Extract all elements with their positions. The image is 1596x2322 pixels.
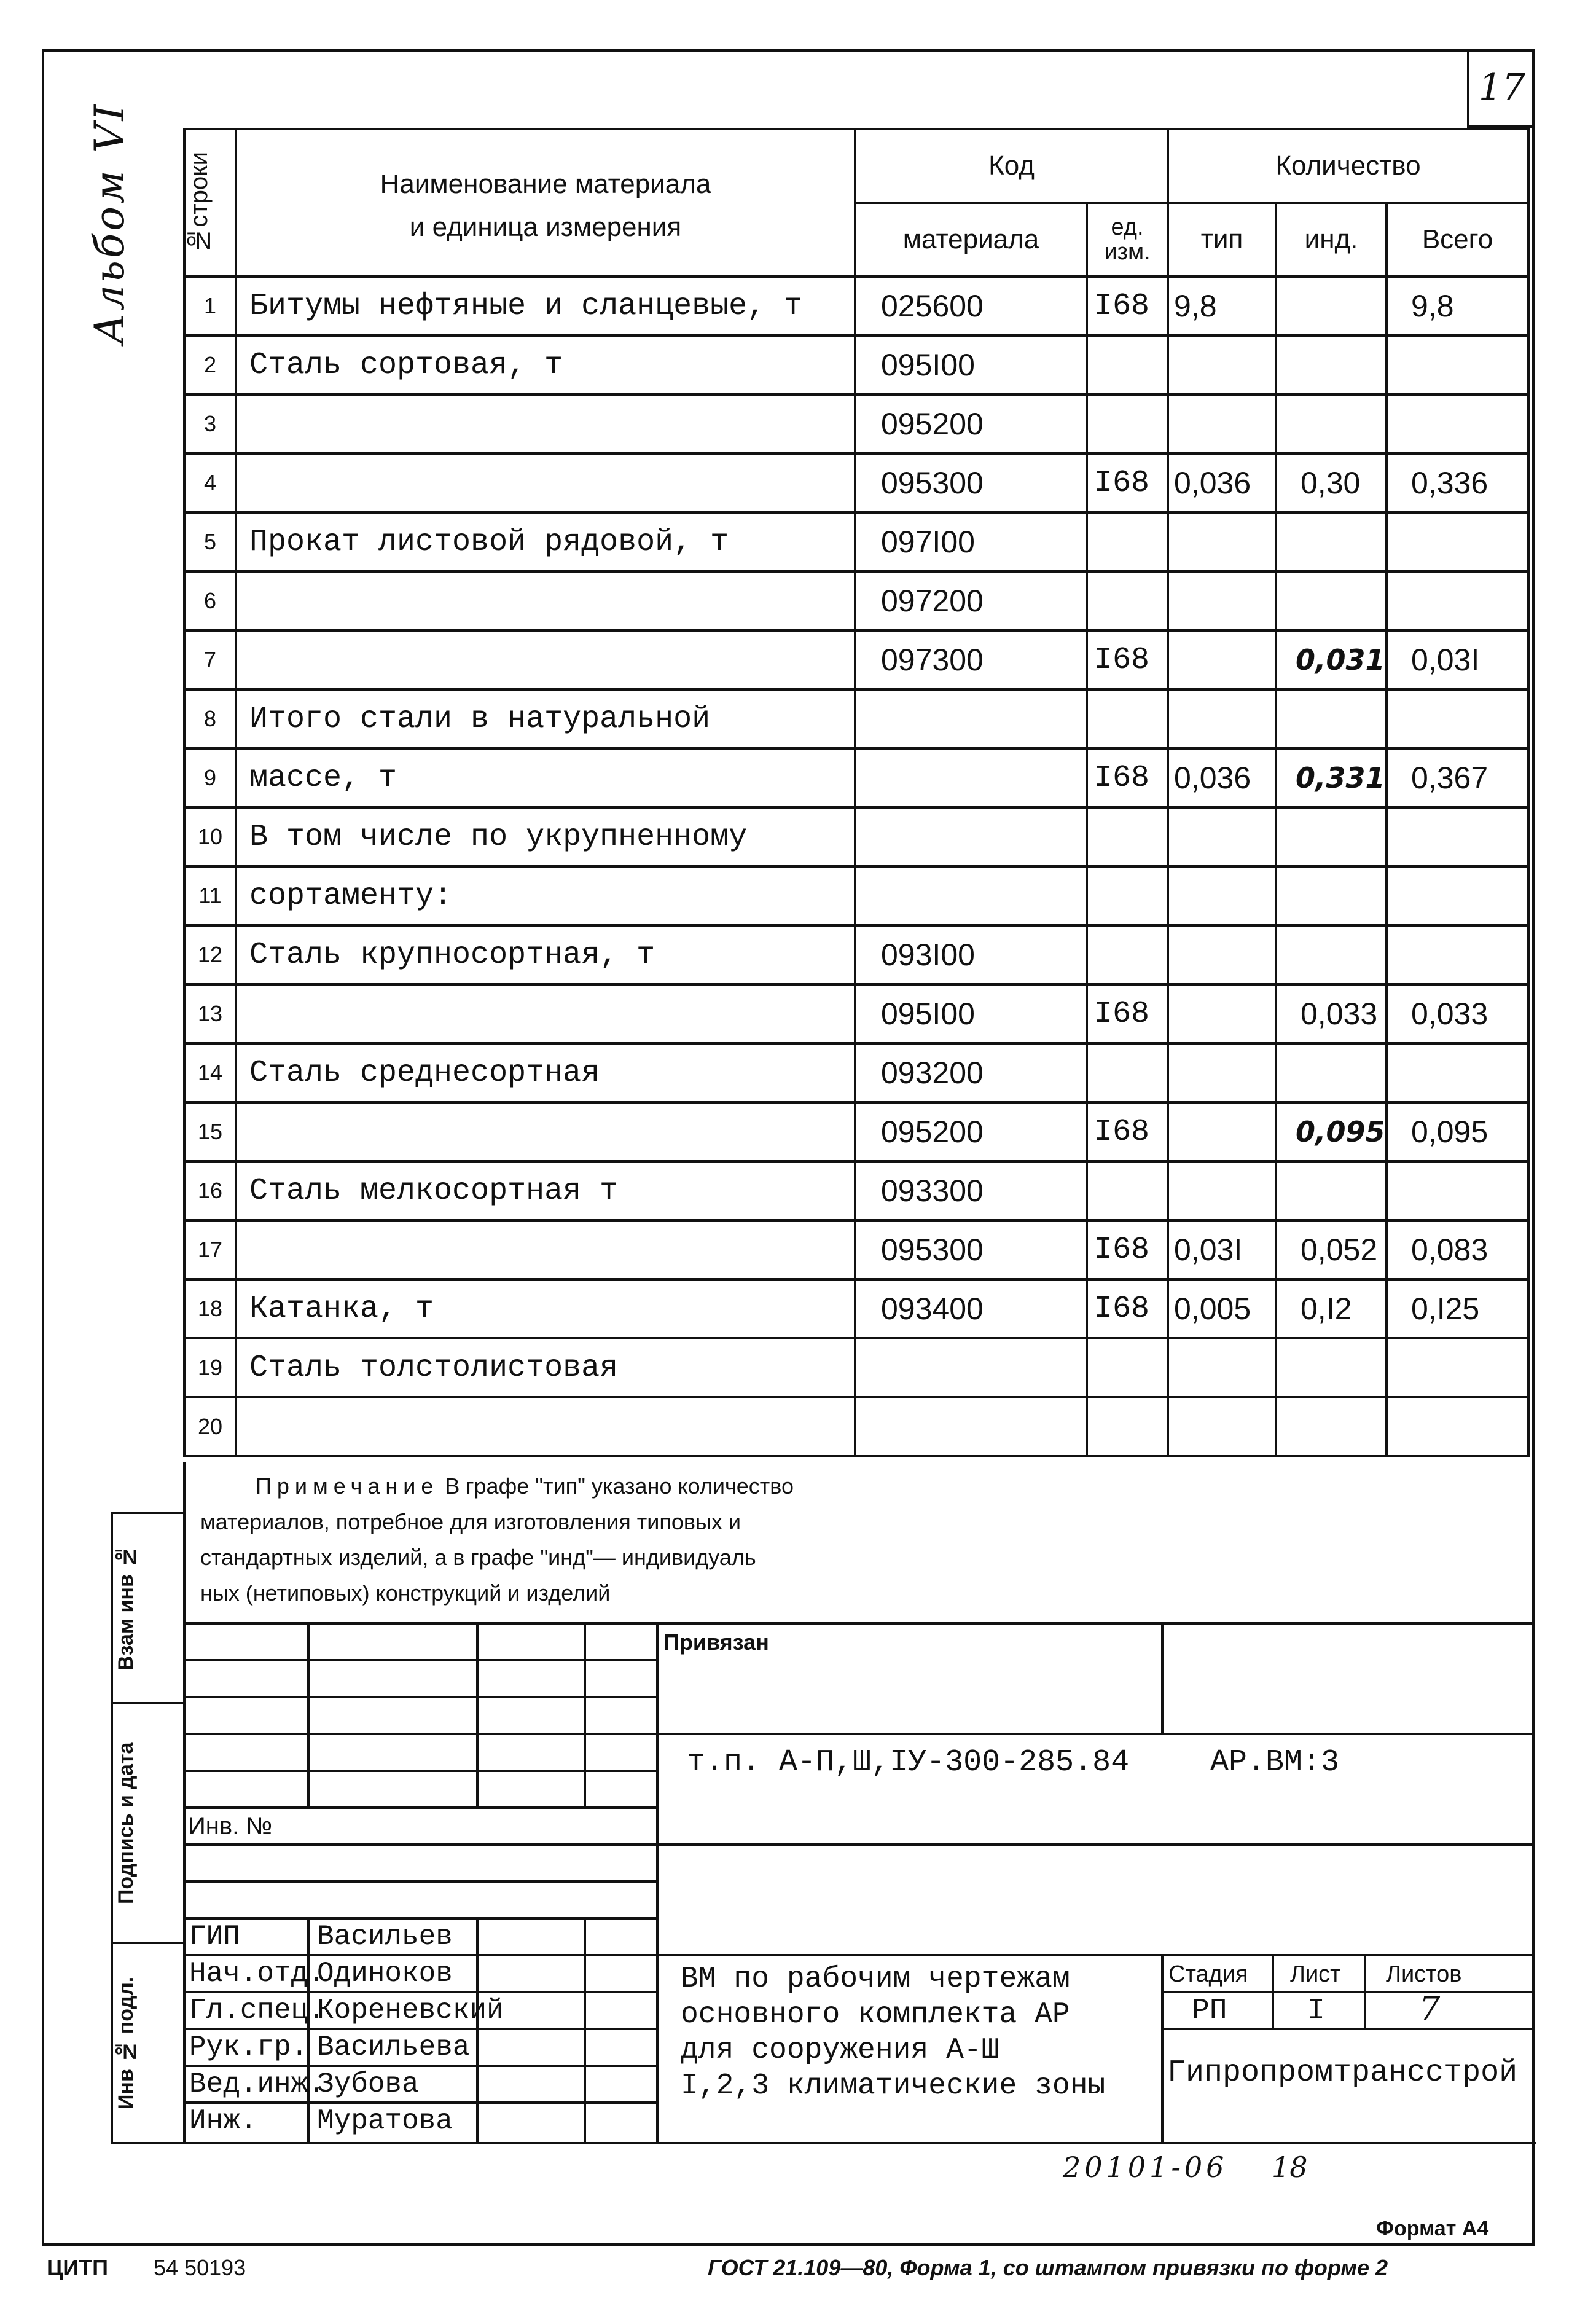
table-row bbox=[184, 1102, 1528, 1161]
side-label-inv-podl: Инв № подл. bbox=[114, 1976, 138, 2110]
qty-ind bbox=[1276, 512, 1387, 571]
material-code: 095200 bbox=[855, 1102, 1087, 1161]
header-name-line2: и единица измерения bbox=[409, 212, 682, 242]
table-row bbox=[184, 1220, 1528, 1279]
unit-code: I68 bbox=[1087, 630, 1168, 689]
qty-ind bbox=[1276, 689, 1387, 748]
qty-type: 0,036 bbox=[1168, 748, 1276, 807]
staff-name: Васильев bbox=[317, 1921, 453, 1953]
materials-table bbox=[183, 128, 1530, 1457]
material-name: Прокат листовой рядовой, т bbox=[236, 512, 855, 571]
side-label-signature: Подпись и дата bbox=[114, 1742, 138, 1904]
note-line1: В графе "тип" указано количество bbox=[445, 1473, 794, 1499]
sheet-number: 17 bbox=[1478, 66, 1526, 109]
row-number: 5 bbox=[184, 512, 236, 571]
qty-type bbox=[1168, 1102, 1276, 1161]
table-row bbox=[184, 925, 1528, 984]
description-line2: основного комплекта АР bbox=[681, 1998, 1070, 2031]
qty-ind: 0,052 bbox=[1276, 1220, 1387, 1279]
note-line3: стандартных изделий, а в графе "инд"— индивидуаль bbox=[200, 1545, 756, 1570]
qty-type: 0,005 bbox=[1168, 1279, 1276, 1338]
material-code: 095300 bbox=[855, 453, 1087, 512]
order-number: 54 50193 bbox=[154, 2255, 246, 2280]
material-code: 025600 bbox=[855, 277, 1087, 335]
unit-code bbox=[1087, 1338, 1168, 1397]
material-name bbox=[236, 571, 855, 630]
material-name bbox=[236, 453, 855, 512]
qty-ind bbox=[1276, 807, 1387, 866]
qty-type bbox=[1168, 512, 1276, 571]
unit-code bbox=[1087, 1043, 1168, 1102]
qty-ind bbox=[1276, 571, 1387, 630]
table-row bbox=[184, 277, 1528, 335]
row-number: 9 bbox=[184, 748, 236, 807]
material-name: Сталь мелкосортная т bbox=[236, 1161, 855, 1220]
material-code: 093200 bbox=[855, 1043, 1087, 1102]
table-row bbox=[184, 689, 1528, 748]
qty-ind bbox=[1276, 925, 1387, 984]
unit-code bbox=[1087, 512, 1168, 571]
row-number: 20 bbox=[184, 1397, 236, 1456]
unit-code: I68 bbox=[1087, 748, 1168, 807]
qty-ind bbox=[1276, 335, 1387, 394]
unit-code bbox=[1087, 335, 1168, 394]
table-row bbox=[184, 1397, 1528, 1456]
material-code bbox=[855, 1397, 1087, 1456]
doc-code: АР.ВМ:3 bbox=[1210, 1745, 1340, 1780]
table-row bbox=[184, 807, 1528, 866]
sheet-value: I bbox=[1307, 1994, 1325, 2028]
description-line1: ВМ по рабочим чертежам bbox=[681, 1963, 1070, 1996]
unit-code: I68 bbox=[1087, 984, 1168, 1043]
unit-code bbox=[1087, 571, 1168, 630]
table-row bbox=[184, 1279, 1528, 1338]
qty-total: 0,03I bbox=[1387, 630, 1528, 689]
material-code bbox=[855, 1338, 1087, 1397]
material-code: 095200 bbox=[855, 394, 1087, 453]
qty-type bbox=[1168, 1397, 1276, 1456]
header-code-unit: ед. изм. bbox=[1087, 203, 1168, 277]
qty-type bbox=[1168, 1043, 1276, 1102]
staff-name: Муратова bbox=[317, 2105, 453, 2137]
material-name: Битумы нефтяные и сланцевые, т bbox=[236, 277, 855, 335]
qty-type bbox=[1168, 689, 1276, 748]
row-number: 13 bbox=[184, 984, 236, 1043]
album-label: Альбом VI bbox=[86, 102, 133, 344]
material-code bbox=[855, 866, 1087, 925]
unit-code: I68 bbox=[1087, 1279, 1168, 1338]
unit-code bbox=[1087, 1161, 1168, 1220]
qty-ind: 0,095 bbox=[1276, 1102, 1387, 1161]
row-number: 1 bbox=[184, 277, 236, 335]
material-name bbox=[236, 630, 855, 689]
inv-no-label: Инв. № bbox=[188, 1813, 273, 1840]
header-quantity: Количество bbox=[1168, 129, 1528, 203]
qty-ind bbox=[1276, 1397, 1387, 1456]
qty-ind bbox=[1276, 1161, 1387, 1220]
project-code: т.п. А-П,Ш,IУ-300-285.84 bbox=[687, 1745, 1130, 1780]
header-qty-total: Всего bbox=[1387, 203, 1528, 277]
material-name: В том числе по укрупненному bbox=[236, 807, 855, 866]
unit-code bbox=[1087, 807, 1168, 866]
qty-total bbox=[1387, 512, 1528, 571]
material-code: 095I00 bbox=[855, 984, 1087, 1043]
table-row bbox=[184, 394, 1528, 453]
row-number: 2 bbox=[184, 335, 236, 394]
header-name-line1: Наименование материала bbox=[380, 169, 711, 199]
stamp-description bbox=[681, 1961, 1160, 2104]
qty-type bbox=[1168, 335, 1276, 394]
note-line4: ных (нетиповых) конструкций и изделий bbox=[200, 1580, 611, 1606]
qty-type bbox=[1168, 1161, 1276, 1220]
sheets-label: Листов bbox=[1386, 1961, 1462, 1987]
description-line3: для сооружения А-Ш bbox=[681, 2034, 999, 2067]
qty-total: 0,I25 bbox=[1387, 1279, 1528, 1338]
unit-code: I68 bbox=[1087, 453, 1168, 512]
sheet-number-box bbox=[1467, 49, 1535, 128]
format-label: Формат А4 bbox=[1376, 2217, 1489, 2240]
staff-name: Одиноков bbox=[317, 1958, 453, 1990]
staff-role: Инж. bbox=[189, 2105, 257, 2137]
qty-ind: 0,033 bbox=[1276, 984, 1387, 1043]
material-name bbox=[236, 1397, 855, 1456]
row-number: 17 bbox=[184, 1220, 236, 1279]
qty-ind bbox=[1276, 866, 1387, 925]
qty-type: 0,03I bbox=[1168, 1220, 1276, 1279]
table-row bbox=[184, 571, 1528, 630]
qty-total bbox=[1387, 1338, 1528, 1397]
row-number: 14 bbox=[184, 1043, 236, 1102]
row-number: 8 bbox=[184, 689, 236, 748]
table-row bbox=[184, 1161, 1528, 1220]
organization: Гипропромтрансстрой bbox=[1167, 2055, 1518, 2090]
qty-total bbox=[1387, 571, 1528, 630]
sheet-label: Лист bbox=[1290, 1961, 1341, 1987]
qty-total: 0,336 bbox=[1387, 453, 1528, 512]
unit-code bbox=[1087, 866, 1168, 925]
sheets-value: 7 bbox=[1419, 1990, 1441, 2028]
note-title: Примечание bbox=[256, 1473, 439, 1499]
table-row bbox=[184, 512, 1528, 571]
description-line4: I,2,3 климатические зоны bbox=[681, 2069, 1106, 2103]
header-name bbox=[236, 129, 855, 277]
material-name bbox=[236, 984, 855, 1043]
qty-total: 0,033 bbox=[1387, 984, 1528, 1043]
qty-total bbox=[1387, 1161, 1528, 1220]
qty-total bbox=[1387, 1043, 1528, 1102]
row-number: 10 bbox=[184, 807, 236, 866]
row-number: 3 bbox=[184, 394, 236, 453]
row-number: 19 bbox=[184, 1338, 236, 1397]
qty-type bbox=[1168, 571, 1276, 630]
note-line2: материалов, потребное для изготовления типовых и bbox=[200, 1509, 741, 1534]
row-number: 6 bbox=[184, 571, 236, 630]
qty-total: 0,095 bbox=[1387, 1102, 1528, 1161]
org-code: ЦИТП bbox=[47, 2255, 109, 2280]
material-code bbox=[855, 807, 1087, 866]
material-name: Сталь толстолистовая bbox=[236, 1338, 855, 1397]
qty-total: 0,083 bbox=[1387, 1220, 1528, 1279]
stage-value: РП bbox=[1192, 1994, 1227, 2028]
privyazan-label: Привязан bbox=[663, 1630, 769, 1655]
qty-ind: 0,I2 bbox=[1276, 1279, 1387, 1338]
qty-type bbox=[1168, 394, 1276, 453]
staff-name: Зубова bbox=[317, 2068, 419, 2100]
stage-label: Стадия bbox=[1168, 1961, 1248, 1987]
table-row bbox=[184, 984, 1528, 1043]
qty-type bbox=[1168, 984, 1276, 1043]
qty-type: 9,8 bbox=[1168, 277, 1276, 335]
unit-code: I68 bbox=[1087, 1102, 1168, 1161]
material-name: массе, т bbox=[236, 748, 855, 807]
qty-total bbox=[1387, 1397, 1528, 1456]
table-row bbox=[184, 1338, 1528, 1397]
table-row bbox=[184, 630, 1528, 689]
table-row bbox=[184, 748, 1528, 807]
table-row bbox=[184, 335, 1528, 394]
qty-type bbox=[1168, 807, 1276, 866]
material-code: 093300 bbox=[855, 1161, 1087, 1220]
material-code: 097300 bbox=[855, 630, 1087, 689]
material-code bbox=[855, 748, 1087, 807]
header-qty-type: тип bbox=[1168, 203, 1276, 277]
table-row bbox=[184, 866, 1528, 925]
qty-ind bbox=[1276, 394, 1387, 453]
header-qty-ind: инд. bbox=[1276, 203, 1387, 277]
qty-ind: 0,30 bbox=[1276, 453, 1387, 512]
row-number: 7 bbox=[184, 630, 236, 689]
material-name: Сталь крупносортная, т bbox=[236, 925, 855, 984]
unit-code bbox=[1087, 1397, 1168, 1456]
qty-type bbox=[1168, 866, 1276, 925]
qty-type bbox=[1168, 925, 1276, 984]
qty-total bbox=[1387, 866, 1528, 925]
qty-total bbox=[1387, 807, 1528, 866]
qty-total bbox=[1387, 394, 1528, 453]
note-block bbox=[200, 1469, 1245, 1611]
table-row bbox=[184, 453, 1528, 512]
unit-code bbox=[1087, 394, 1168, 453]
side-label-vzam: Взам инв № bbox=[114, 1545, 138, 1671]
qty-total bbox=[1387, 925, 1528, 984]
material-name: Итого стали в натуральной bbox=[236, 689, 855, 748]
qty-ind bbox=[1276, 1043, 1387, 1102]
material-code bbox=[855, 689, 1087, 748]
material-name bbox=[236, 1102, 855, 1161]
material-code: 093400 bbox=[855, 1279, 1087, 1338]
row-number: 18 bbox=[184, 1279, 236, 1338]
qty-ind: 0,031 bbox=[1276, 630, 1387, 689]
standard-reference: ГОСТ 21.109—80, Форма 1, со штампом привязки по форме 2 bbox=[708, 2255, 1388, 2280]
material-name: Сталь сортовая, т bbox=[236, 335, 855, 394]
material-name: Катанка, т bbox=[236, 1279, 855, 1338]
qty-ind: 0,331 bbox=[1276, 748, 1387, 807]
qty-ind bbox=[1276, 277, 1387, 335]
header-code-material: материала bbox=[855, 203, 1087, 277]
material-code: 097200 bbox=[855, 571, 1087, 630]
staff-role: Нач.отд. bbox=[189, 1958, 325, 1990]
material-name bbox=[236, 394, 855, 453]
qty-total bbox=[1387, 689, 1528, 748]
header-row-no: №строки bbox=[184, 129, 236, 277]
staff-role: ГИП bbox=[189, 1921, 240, 1953]
material-name: Сталь среднесортная bbox=[236, 1043, 855, 1102]
row-number: 12 bbox=[184, 925, 236, 984]
header-code: Код bbox=[855, 129, 1168, 203]
qty-type: 0,036 bbox=[1168, 453, 1276, 512]
row-number: 4 bbox=[184, 453, 236, 512]
qty-total bbox=[1387, 335, 1528, 394]
row-number: 16 bbox=[184, 1161, 236, 1220]
qty-type bbox=[1168, 630, 1276, 689]
unit-code bbox=[1087, 925, 1168, 984]
qty-type bbox=[1168, 1338, 1276, 1397]
qty-ind bbox=[1276, 1338, 1387, 1397]
staff-name: Васильева bbox=[317, 2031, 470, 2063]
staff-name: Кореневский bbox=[317, 1994, 504, 2026]
material-code: 095300 bbox=[855, 1220, 1087, 1279]
unit-code: I68 bbox=[1087, 277, 1168, 335]
material-name: сортаменту: bbox=[236, 866, 855, 925]
qty-total: 0,367 bbox=[1387, 748, 1528, 807]
row-number: 15 bbox=[184, 1102, 236, 1161]
staff-role: Рук.гр. bbox=[189, 2031, 308, 2063]
material-code: 093I00 bbox=[855, 925, 1087, 984]
staff-role: Вед.инж. bbox=[189, 2068, 325, 2100]
material-code: 097I00 bbox=[855, 512, 1087, 571]
table-row bbox=[184, 1043, 1528, 1102]
handwritten-page: 18 bbox=[1272, 2151, 1308, 2184]
material-name bbox=[236, 1220, 855, 1279]
qty-total: 9,8 bbox=[1387, 277, 1528, 335]
handwritten-number: 20101-06 bbox=[1063, 2151, 1228, 2184]
staff-role: Гл.спец. bbox=[189, 1994, 325, 2026]
unit-code bbox=[1087, 689, 1168, 748]
unit-code: I68 bbox=[1087, 1220, 1168, 1279]
material-code: 095I00 bbox=[855, 335, 1087, 394]
row-number: 11 bbox=[184, 866, 236, 925]
